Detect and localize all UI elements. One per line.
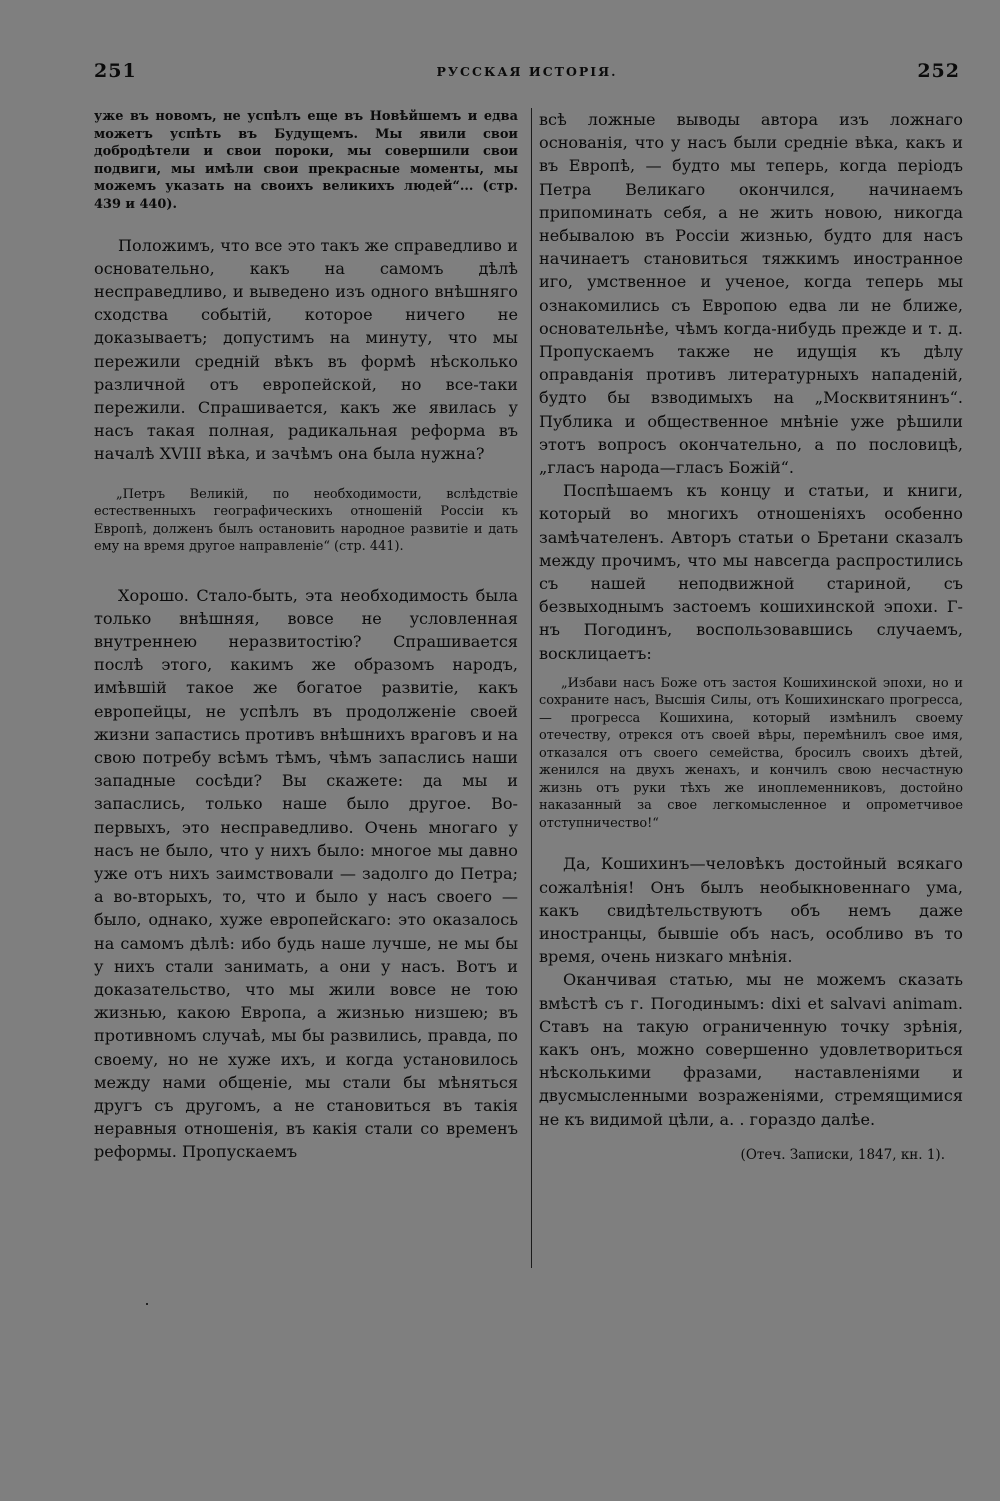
- paragraph: Оканчивая статью, мы не можемъ сказать вмѣстѣ съ г. Погодинымъ: dixi et salvavi animam. Ставъ на такую ограниченную точку зрѣнiя, какъ онъ, можно совершенно удовлетвориться нѣсколькими фразами, наставленiями и двусмысленными возраженiями, стремящимися не къ видимой цѣли, а. . гораздо далѣе.: [539, 970, 963, 1129]
- paragraph: Положимъ, что все это такъ же справедливо и основательно, какъ на самомъ дѣлѣ несправедливо, и выведено изъ одного внѣшняго сходства событiй, которое ничего не доказываетъ; допустимъ на минуту, что мы пережили среднiй вѣкъ въ формѣ нѣсколько различной отъ европейской, но все-таки пережили. Спрашивается, какъ же явилась у насъ такая полная, радикальная реформа въ началѣ XVIII вѣка, и зачѣмъ она была нужна?: [94, 235, 518, 464]
- left-column: [94, 108, 518, 1164]
- quote-continued: уже въ новомъ, не успѣлъ еще въ Новѣйшемъ и едва можетъ успѣть въ Будущемъ. Мы явили свои добродѣтели и свои пороки, мы совершили свои подвиги, мы имѣли свои прекрасные моменты, мы можемъ указать на своихъ великихъ людей“... (стр. 439 и 440).: [94, 109, 518, 212]
- block-quote: „Избави насъ Боже отъ застоя Кошихинской эпохи, но и сохраните насъ, Высшiя Силы, отъ Кошихинскаго прогресса, — прогресса Кошихина, который измѣнилъ своему отечеству, отрекся отъ своей вѣры, перемѣнилъ свое имя, отказался отъ своего семейства, бросилъ своихъ дѣтей, женился на двухъ женахъ, и кончилъ свою несчастную жизнь отъ руки тѣхъ же иноплеменниковъ, достойно наказанный за свое легкомысленное и опрометчивое отступничество!“: [539, 675, 963, 831]
- paragraph: Хорошо. Стало-быть, эта необходимость была только внѣшняя, вовсе не условленная внутреннею неразвитостiю? Спрашивается послѣ этого, какимъ же образомъ народъ, имѣвшiй такое же богатое развитiе, какъ европейцы, не успѣлъ въ продолженiе своей жизни запастись противъ внѣшнихъ враговъ и на свою потребу всѣмъ тѣмъ, чѣмъ запаслись наши западные сосѣди? Вы скажете: да мы и запаслись, только наше было другое. Во-первыхъ, это несправедливо. Очень многаго у насъ не было, что у нихъ было: многое мы давно уже отъ нихъ заимствовали — задолго до Петра; а во-вторыхъ, то, что и было у насъ своего — было, однако, хуже европейскаго: это оказалось на самомъ дѣлѣ: ибо будь наше лучше, не мы бы у нихъ стали занимать, а они у насъ. Вотъ и доказательство, что мы жили вовсе не тою жизнью, какою Европа, а жизнью низшею; въ противномъ случаѣ, мы бы развились, правда, по своему, но не хуже ихъ, и когда установилось между нами общенiе, мы стали бы мѣняться другъ съ другомъ, а не становиться въ такiя неравныя отношенiя, въ какiя стали со временъ реформы. Пропускаемъ: [94, 585, 518, 1162]
- column-divider: [531, 108, 532, 1268]
- page-header: [94, 60, 960, 88]
- paragraph: всѣ ложные выводы автора изъ ложнаго основанiя, что у насъ были среднiе вѣка, какъ и въ Европѣ, — будто мы теперь, когда перiодъ Петра Великаго окончился, начинаемъ припоминать себя, а не жить новою, никогда небывалою въ Россiи жизнью, будто для насъ начинаетъ становиться тяжкимъ иностранное иго, умственное и ученое, когда теперь мы ознакомились съ Европою едва ли не ближе, основательнѣе, чѣмъ когда-нибудь прежде и т. д. Пропускаемъ также не идущiя къ дѣлу оправданiя противъ литературныхъ нападенiй, будто бы взводимыхъ на „Москвитянинъ“. Публика и общественное мнѣнiе уже рѣшили этотъ вопросъ окончательно, а по пословицѣ, „гласъ народа—гласъ Божiй“.: [539, 110, 963, 478]
- running-title: РУССКАЯ ИСТОРIЯ.: [436, 64, 618, 79]
- page-number-right: 252: [917, 60, 960, 82]
- right-column: [539, 108, 963, 1163]
- paragraph: Поспѣшаемъ къ концу и статьи, и книги, который во многихъ отношенiяхъ особенно замѣчателенъ. Авторъ статьи о Бретани сказалъ между прочимъ, что мы навсегда распростились съ нашей неподвижной стариной, съ безвыходнымъ застоемъ кошихинской эпохи. Г-нъ Погодинъ, воспользовавшись случаемъ, восклицаетъ:: [539, 481, 963, 663]
- print-speck: [146, 1303, 148, 1305]
- paragraph: Да, Кошихинъ—человѣкъ достойный всякаго сожалѣнiя! Онъ былъ необыкновеннаго ума, какъ свидѣтельствуютъ объ немъ даже иностранцы, бывшiе объ насъ, особливо въ то время, очень низкаго мнѣнiя.: [539, 854, 963, 967]
- block-quote: „Петръ Великiй, по необходимости, вслѣдствiе естественныхъ географическихъ отношенiй Россiи къ Европѣ, долженъ былъ остановить народное развитiе и дать ему на время другое направленiе“ (стр. 441).: [94, 486, 518, 555]
- page-number-left: 251: [94, 60, 137, 82]
- source-citation: (Отеч. Записки, 1847, кн. 1).: [740, 1146, 945, 1163]
